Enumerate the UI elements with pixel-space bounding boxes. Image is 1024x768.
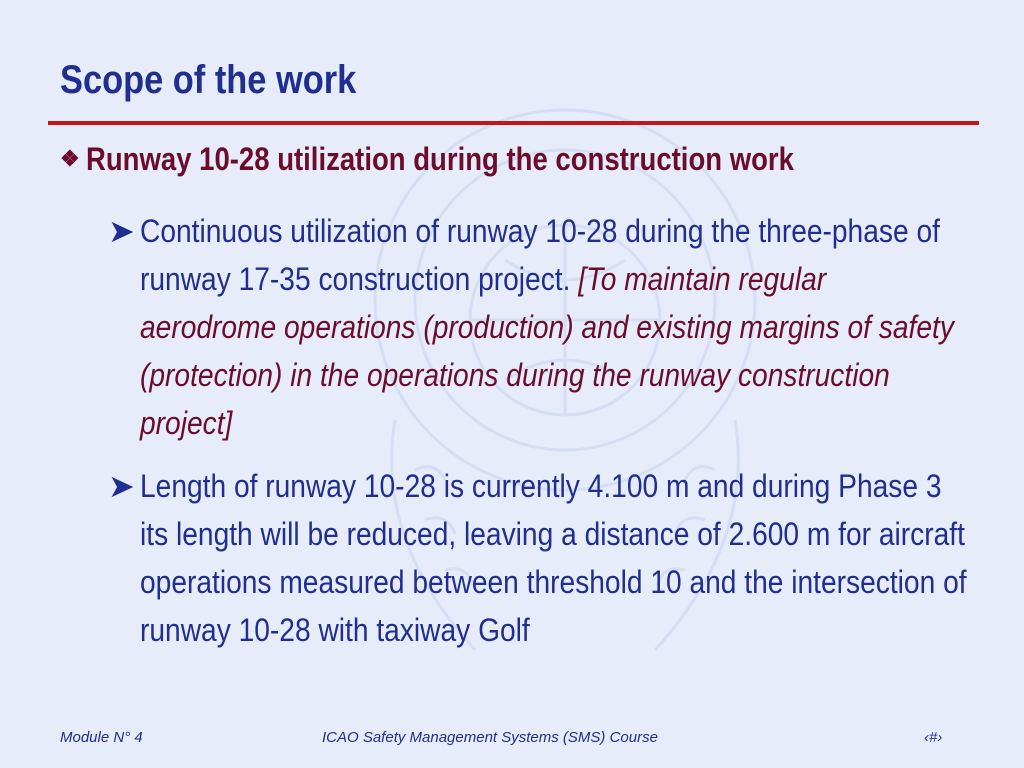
bullet-heading: Runway 10-28 utilization during the construction work	[85, 141, 794, 177]
arrow-bullet-icon: ➤	[108, 213, 135, 249]
sub-bullet-1-emphasis: [To maintain regular aerodrome operations (production) and existing margins of safety (protection) in the operations during the runway construction project]	[140, 261, 954, 441]
arrow-bullet-icon: ➤	[108, 468, 135, 504]
footer-course: ICAO Safety Management Systems (SMS) Course	[322, 729, 658, 746]
footer-page-number: ‹#›	[924, 729, 943, 746]
sub-bullet-1	[108, 207, 974, 447]
sub-bullet-2-text: Length of runway 10-28 is currently 4.100 m and during Phase 3 its length will be reduced, leaving a distance of 2.600 m for aircraft operations measured between threshold 10 and the intersection of runway 10-28 with taxiway Golf	[140, 468, 967, 648]
sub-bullet-1-body	[140, 207, 967, 447]
sub-bullet-2	[108, 462, 974, 654]
sub-bullet-1-text: Continuous utilization of runway 10-28 during the three-phase of runway 17-35 construction project.	[140, 213, 940, 297]
level1-bullet	[60, 141, 909, 178]
footer-module: Module N° 4	[60, 729, 143, 746]
diamond-bullet-icon: ❖	[60, 146, 80, 171]
slide-title: Scope of the work	[60, 58, 357, 102]
sub-bullet-2-body	[140, 462, 967, 654]
title-divider	[48, 121, 979, 125]
